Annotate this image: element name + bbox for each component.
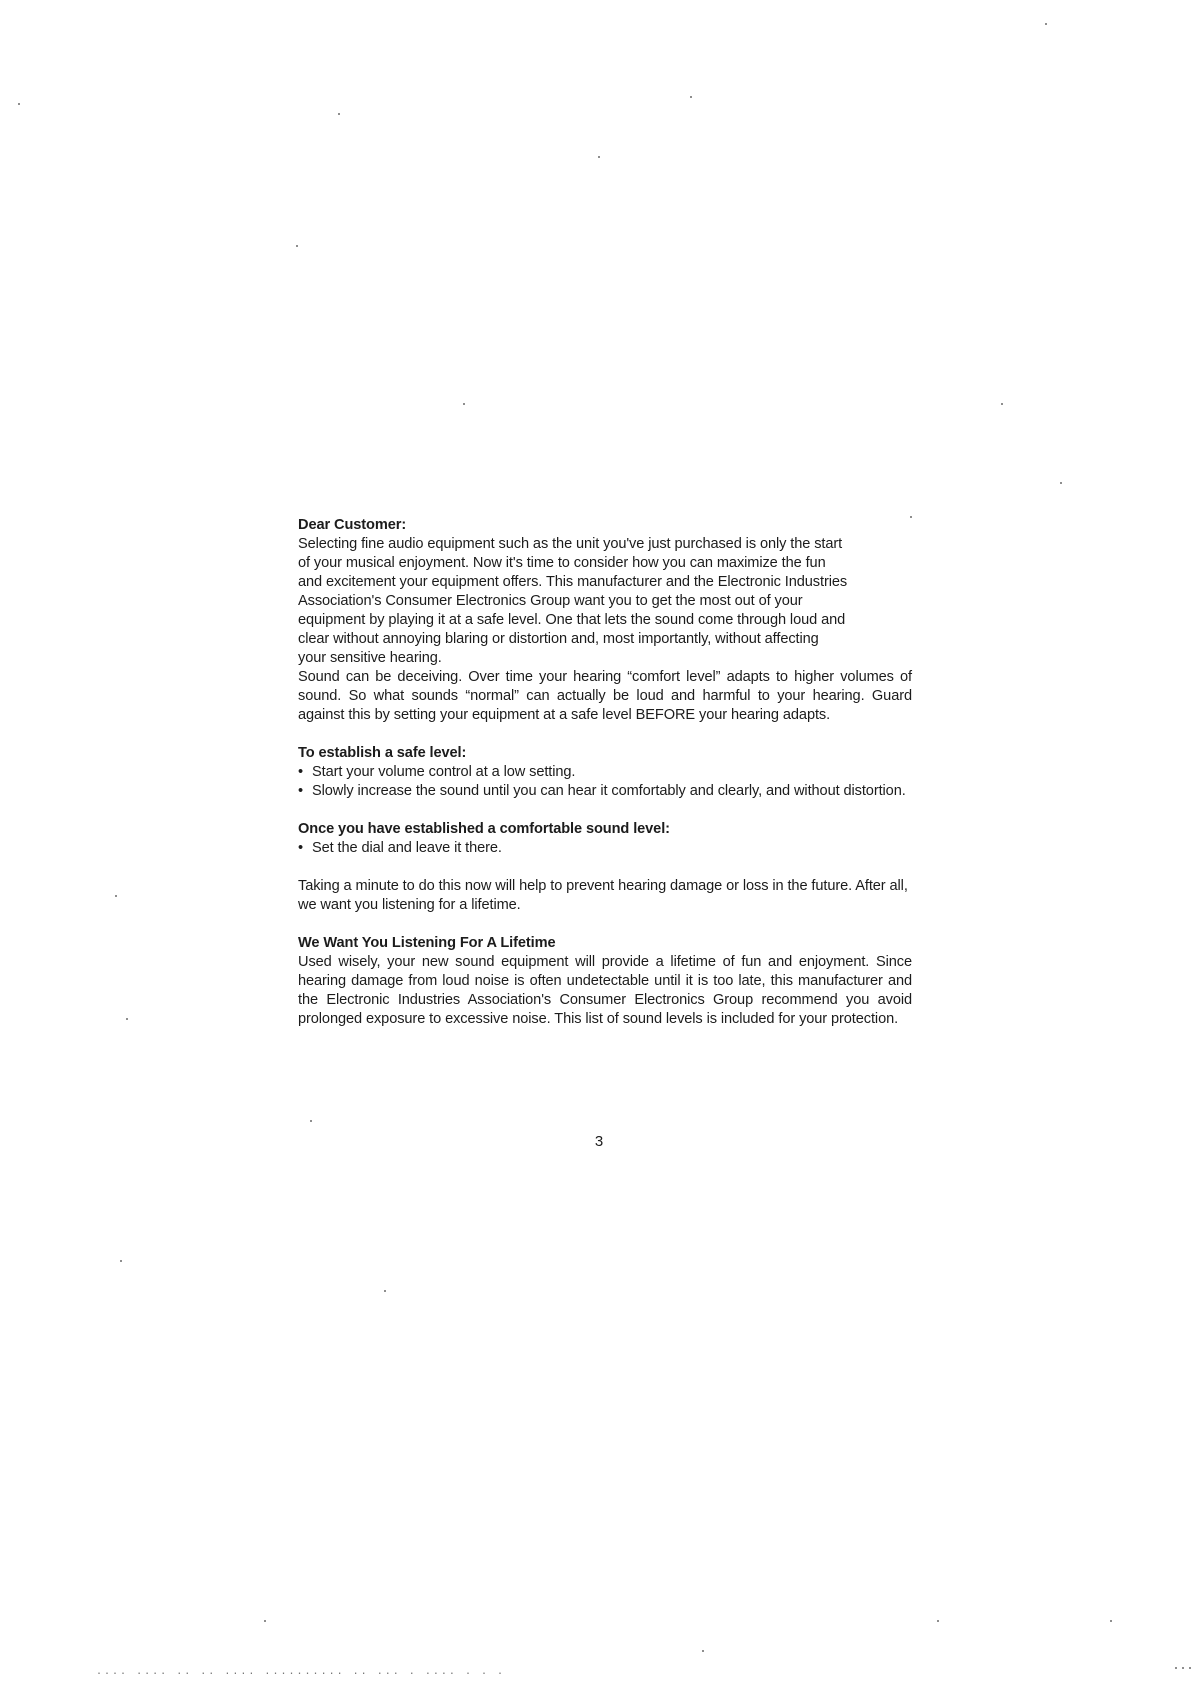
safe-level-heading: To establish a safe level:	[298, 745, 467, 761]
scan-speck	[18, 103, 20, 105]
list-item	[298, 839, 912, 858]
scan-speck	[126, 1018, 128, 1020]
intro-line: clear without annoying blaring or distortion and, most importantly, without affecting	[298, 631, 819, 647]
list-item-text: Start your volume control at a low setting.	[312, 764, 576, 780]
scan-dotted-artifact: .... .... .. .. .... .......... .. ... . .... . . .	[96, 1666, 506, 1677]
scan-speck	[115, 895, 117, 897]
lifetime-heading: We Want You Listening For A Lifetime	[298, 935, 556, 951]
safe-level-list	[298, 763, 912, 801]
deceiving-paragraph: Sound can be deceiving. Over time your hearing “comfort level” adapts to higher volumes of sound. So what sounds “normal” can actually be loud and harmful to your hearing. Guard against this by setting your equipment at a safe level BEFORE your hearing adapts.	[298, 669, 912, 723]
scan-speck	[296, 245, 298, 247]
scan-speck	[702, 1650, 704, 1652]
greeting: Dear Customer:	[298, 517, 407, 533]
spacer	[298, 858, 912, 877]
list-item-text: Slowly increase the sound until you can hear it comfortably and clearly, and without distortion.	[312, 783, 906, 799]
bullet-icon: •	[298, 764, 304, 780]
scan-speck	[338, 113, 340, 115]
scan-speck	[1001, 403, 1003, 405]
intro-line: of your musical enjoyment. Now it's time to consider how you can maximize the fun	[298, 555, 826, 571]
letter-body	[298, 516, 912, 1029]
scan-speck	[937, 1620, 939, 1622]
comfortable-level-list	[298, 839, 912, 858]
intro-line: and excitement your equipment offers. This manufacturer and the Electronic Industries	[298, 574, 848, 590]
intro-line: equipment by playing it at a safe level. One that lets the sound come through loud and	[298, 612, 846, 628]
intro-line: Selecting fine audio equipment such as the unit you've just purchased is only the start	[298, 536, 843, 552]
comfortable-level-heading: Once you have established a comfortable sound level:	[298, 821, 670, 837]
scan-speck	[310, 1120, 312, 1122]
list-item	[298, 763, 912, 782]
spacer	[298, 801, 912, 820]
bullet-icon: •	[298, 783, 304, 799]
list-item-text: Set the dial and leave it there.	[312, 840, 502, 856]
spacer	[298, 915, 912, 934]
scan-speck	[1182, 1667, 1184, 1669]
scan-speck	[1060, 482, 1062, 484]
minute-paragraph: Taking a minute to do this now will help to prevent hearing damage or loss in the future. After all, we want you listening for a lifetime.	[298, 878, 908, 913]
bullet-icon: •	[298, 840, 304, 856]
spacer	[298, 725, 912, 744]
intro-line: Association's Consumer Electronics Group want you to get the most out of your	[298, 593, 803, 609]
scan-speck	[264, 1620, 266, 1622]
scan-speck	[120, 1260, 122, 1262]
scan-speck	[1110, 1620, 1112, 1622]
intro-paragraph	[298, 535, 912, 668]
scan-speck	[1175, 1667, 1177, 1669]
scan-speck	[384, 1290, 386, 1292]
scan-speck	[690, 96, 692, 98]
scan-speck	[598, 156, 600, 158]
lifetime-paragraph: Used wisely, your new sound equipment will provide a lifetime of fun and enjoyment. Since hearing damage from loud noise is often undetectable until it is too late, this manufacturer and the Electronic Industries Association's Consumer Electronics Group recommend you avoid prolonged exposure to excessive noise. This list of sound levels is included for your protection.	[298, 954, 912, 1027]
page-number: 3	[594, 1133, 604, 1150]
scan-speck	[1045, 23, 1047, 25]
list-item	[298, 782, 912, 801]
intro-line: your sensitive hearing.	[298, 650, 442, 666]
scan-speck	[463, 403, 465, 405]
scan-speck	[1189, 1667, 1191, 1669]
